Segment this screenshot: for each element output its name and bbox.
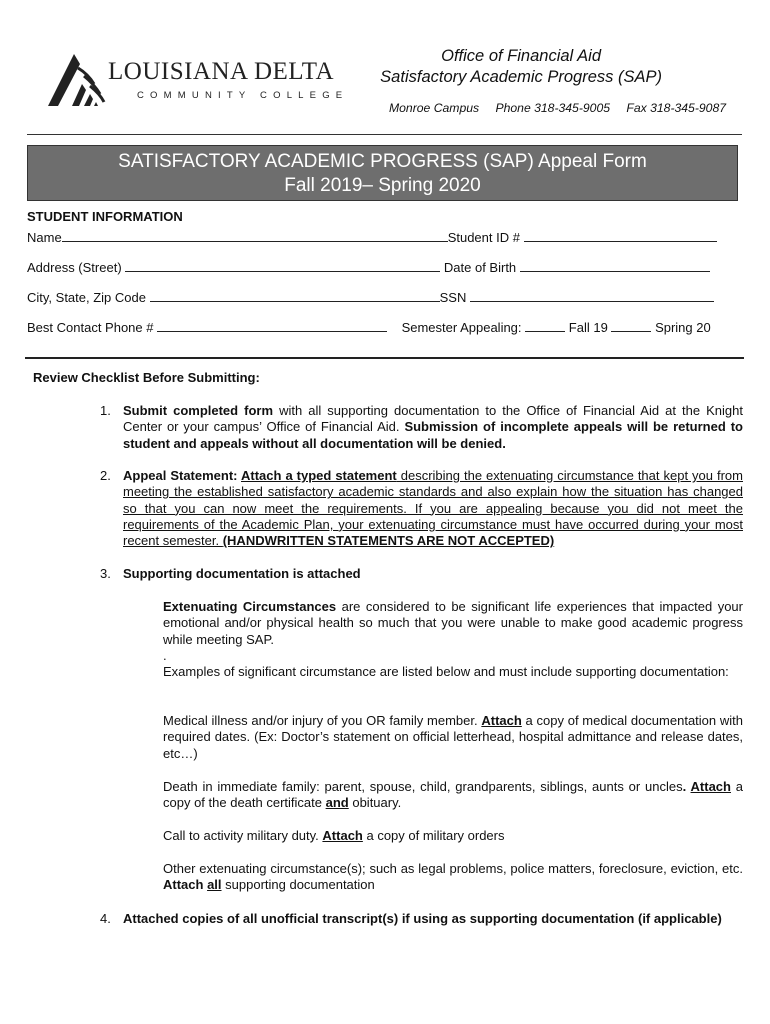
fall-blank[interactable] [525,319,565,332]
dob-field[interactable] [520,259,710,272]
item1-bold-lead: Submit completed form [123,403,274,418]
item-number: 4. [100,911,111,926]
student-id-field[interactable] [524,229,717,242]
medical-rest: a copy of medical documentation with required dates. (Ex: Doctor’s statement on official letterhead, hospital admittance and release dates, etc…) [163,713,743,761]
form-title: SATISFACTORY ACADEMIC PROGRESS (SAP) Appeal Form [118,151,647,172]
item3-title: Supporting documentation is attached [123,566,361,581]
other-rest: supporting documentation [221,877,375,893]
item-number: 3. [100,566,111,581]
address-row [27,259,710,275]
stray-dot: . [163,648,167,663]
death-text: Death in immediate family: parent, spouse, child, grandparents, siblings, aunts or uncles [163,779,683,794]
checklist-item-4 [100,911,743,927]
fax-number: Fax 318-345-9087 [626,101,727,115]
phone-label: Best Contact Phone # [27,320,154,335]
address-label: Address (Street) [27,260,122,275]
city-row [27,289,714,305]
dob-label: Date of Birth [443,260,517,275]
military-rest: a copy of military orders [362,828,505,843]
address-field[interactable] [125,259,440,272]
form-term: Fall 2019– Spring 2020 [284,175,481,196]
name-field[interactable] [62,229,448,242]
student-id-label: Student ID # [447,230,520,245]
item2-bold-lead: Appeal Statement: [123,468,242,483]
extenuating-label: Extenuating Circumstances [163,599,337,614]
ssn-field[interactable] [470,289,714,302]
fall-option: Fall 19 [568,320,608,335]
medical-attach: Attach [481,713,522,728]
military-paragraph [163,828,743,844]
item2-text: describing the extenuating circumstance that kept you from meeting the established satisfactory academic standards and also explain how the situation has changed so that you can now meet the requirements. If you are appealing because you did not meet the requirements of the Academic Plan, your extenuating circumstance must have occurred during your most recent semester. [123,468,743,549]
college-logo-mark [48,54,106,106]
city-field[interactable] [150,289,440,302]
item4-text: Attached copies of all unofficial transcript(s) if using as supporting documentation (if applicable) [123,911,722,926]
other-paragraph [163,861,743,894]
spring-option: Spring 20 [655,320,711,335]
item-number: 1. [100,403,111,418]
spring-blank[interactable] [611,319,651,332]
extenuating-paragraph [163,599,743,648]
name-label: Name [27,230,62,245]
office-title: Office of Financial Aid [441,47,602,65]
death-attach: Attach [690,779,731,794]
item-number: 2. [100,468,111,483]
section-divider [25,357,744,359]
military-attach: Attach [322,828,363,843]
examples-paragraph: Examples of significant circumstance are listed below and must include supporting documentation: [163,664,729,679]
item1-text: with all supporting documentation to the Office of Financial Aid at the Knight Center or your campus’ Office of Financial Aid. [123,403,743,435]
death-paragraph [163,779,743,812]
death-dot: . [682,779,691,794]
form-title-banner [27,145,738,201]
city-label: City, State, Zip Code [27,290,146,305]
office-heading [380,46,662,88]
other-text: Other extenuating circumstance(s); such as legal problems, police matters, foreclosure, eviction, etc. [163,861,743,876]
header-divider [27,134,742,135]
contact-line [389,101,739,115]
other-all: all [207,877,222,893]
other-attach: Attach [163,877,208,893]
phone-field[interactable] [157,319,387,332]
checklist-item-3 [100,566,743,582]
campus-name: Monroe Campus [389,101,480,115]
death-rest-2: obituary. [348,795,402,811]
extenuating-text: are considered to be significant life experiences that impacted your emotional and/or physical health so much that you were unable to make good academic progress while meeting SAP. [163,599,743,647]
checklist-item-1 [100,403,743,452]
semester-label: Semester Appealing: [401,320,522,335]
item2-warning: (HANDWRITTEN STATEMENTS ARE NOT ACCEPTED) [222,533,555,549]
college-subtitle: COMMUNITY COLLEGE [137,90,349,101]
college-name: LOUISIANA DELTA [108,58,335,85]
phone-number: Phone 318-345-9005 [495,101,611,115]
medical-paragraph [163,713,743,762]
death-and: and [325,795,349,811]
item2-attach-statement: Attach a typed statement [241,468,397,483]
item1-warning: Submission of incomplete appeals will be returned to student and appeals without all documentation will be denied. [123,419,743,451]
office-subtitle: Satisfactory Academic Progress (SAP) [380,68,662,86]
phone-row [27,319,711,335]
military-text: Call to activity military duty. [163,828,323,843]
checklist-item-2 [100,468,743,549]
ssn-label: SSN [439,290,467,305]
death-rest: a copy of the death certificate [163,779,744,811]
name-row [27,229,717,245]
student-info-heading: STUDENT INFORMATION [27,209,183,224]
medical-text: Medical illness and/or injury of you OR family member. [163,713,482,728]
checklist-heading: Review Checklist Before Submitting: [33,370,260,385]
